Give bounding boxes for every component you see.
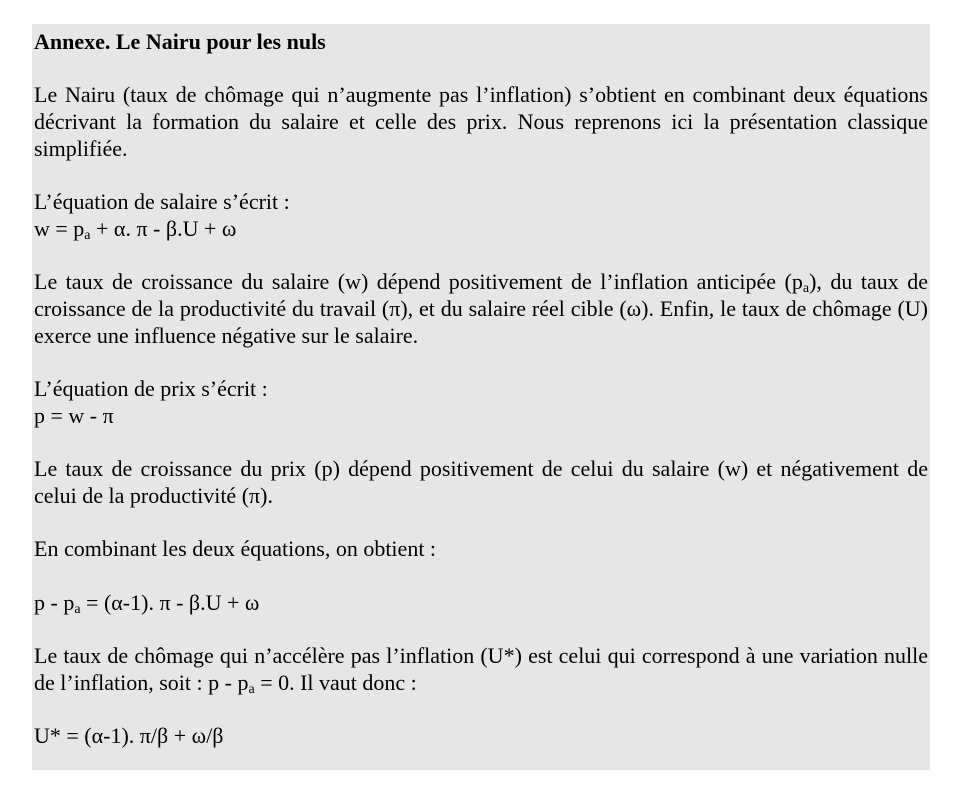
wage-explain-sub: a bbox=[802, 281, 810, 296]
nairu-explain-post: = 0. Il vaut donc : bbox=[254, 670, 417, 695]
wage-eq-sub: a bbox=[84, 228, 91, 243]
wage-heading: L’équation de salaire s’écrit : bbox=[34, 189, 290, 214]
price-equation: p = w - π bbox=[34, 403, 114, 428]
price-explanation: Le taux de croissance du prix (p) dépend positivement de celui du salaire (w) et négativement de celui de la productivité (π). bbox=[34, 456, 928, 508]
wage-explain-post: ), du taux de croissance de la productivité du travail (π), et du salaire réel cible (ω). Enfin, le taux de chômage (U) exerce une influence négative sur le salaire. bbox=[34, 269, 928, 348]
nairu-explain-pre: Le taux de chômage qui n’accélère pas l’inflation (U*) est celui qui correspond à une variation nulle de l’inflation, soit : p - p bbox=[34, 643, 928, 695]
combined-eq-pre: p - p bbox=[34, 590, 75, 615]
annex-title: Annexe. Le Nairu pour les nuls bbox=[34, 29, 326, 54]
price-heading: L’équation de prix s’écrit : bbox=[34, 376, 268, 401]
wage-eq-post: + α. π - β.U + ω bbox=[90, 216, 237, 241]
combined-equation bbox=[34, 589, 928, 616]
wage-explanation bbox=[34, 268, 928, 349]
nairu-explanation bbox=[34, 642, 928, 696]
wage-eq-pre: w = p bbox=[34, 216, 85, 241]
combine-sentence: En combinant les deux équations, on obtient : bbox=[34, 536, 437, 561]
wage-equation bbox=[34, 215, 928, 242]
final-equation: U* = (α-1). π/β + ω/β bbox=[34, 723, 224, 748]
wage-explain-pre: Le taux de croissance du salaire (w) dépend positivement de l’inflation anticipée (p bbox=[34, 269, 803, 294]
nairu-explain-sub: a bbox=[248, 682, 255, 697]
combined-eq-sub: a bbox=[74, 602, 81, 617]
combined-eq-post: = (α-1). π - β.U + ω bbox=[80, 590, 260, 615]
intro-paragraph: Le Nairu (taux de chômage qui n’augmente pas l’inflation) s’obtient en combinant deux équations décrivant la formation du salaire et celle des prix. Nous reprenons ici la présentation classique simplifiée. bbox=[34, 82, 928, 161]
annex-box bbox=[32, 24, 930, 770]
